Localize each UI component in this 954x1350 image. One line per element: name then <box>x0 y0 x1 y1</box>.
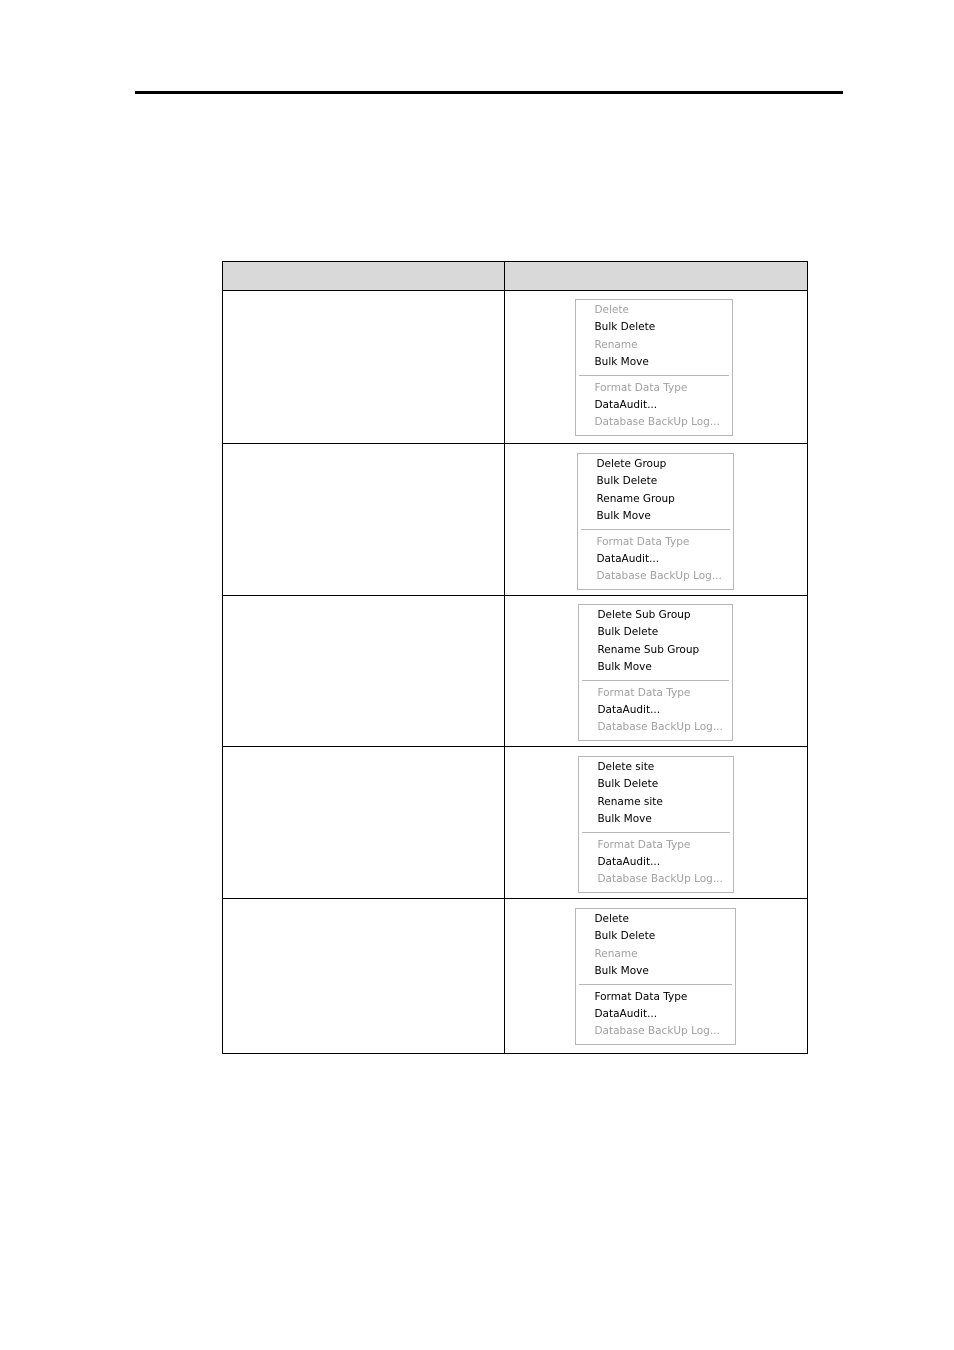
menu-item-bulk-delete[interactable]: Bulk Delete <box>594 321 656 334</box>
menu-item-dataaudit[interactable]: DataAudit... <box>594 1008 658 1021</box>
menu-separator <box>582 680 729 681</box>
menu-item-dataaudit[interactable]: DataAudit... <box>597 856 661 869</box>
row-description <box>223 444 505 596</box>
menu-separator <box>579 375 729 376</box>
menu-item-bulk-delete[interactable]: Bulk Delete <box>594 930 656 943</box>
header-menu <box>505 262 808 291</box>
table-row <box>223 291 808 444</box>
menu-item-delete-sub-group[interactable]: Delete Sub Group <box>597 609 691 621</box>
menu-cell <box>505 291 808 444</box>
row-description <box>223 596 505 747</box>
row-description <box>223 747 505 899</box>
menu-item-bulk-move[interactable]: Bulk Move <box>597 813 652 826</box>
table-header-row <box>223 262 808 291</box>
menu-item-delete-group[interactable]: Delete Group <box>596 458 667 470</box>
menu-item-delete: Delete <box>594 304 629 316</box>
menu-item-bulk-move[interactable]: Bulk Move <box>594 356 649 369</box>
menu-item-bulk-delete[interactable]: Bulk Delete <box>596 475 658 488</box>
menu-item-format-data-type: Format Data Type <box>596 535 690 548</box>
top-rule <box>135 91 843 94</box>
menu-item-format-data-type: Format Data Type <box>597 686 691 699</box>
menu-cell <box>505 747 808 899</box>
menu-item-delete-site[interactable]: Delete site <box>597 761 655 773</box>
context-menu <box>575 908 736 1045</box>
menu-item-bulk-move[interactable]: Bulk Move <box>597 661 652 674</box>
context-menu <box>578 756 734 893</box>
menu-cell <box>505 899 808 1054</box>
menu-item-dataaudit[interactable]: DataAudit... <box>596 553 660 566</box>
menu-item-format-data-type: Format Data Type <box>597 838 691 851</box>
menu-item-rename: Rename <box>594 338 638 351</box>
menu-item-database-backup-log: Database BackUp Log... <box>597 721 723 734</box>
menu-item-database-backup-log: Database BackUp Log... <box>596 570 722 583</box>
menu-cell <box>505 444 808 596</box>
menu-item-dataaudit[interactable]: DataAudit... <box>594 399 658 412</box>
row-description <box>223 899 505 1054</box>
table-row <box>223 899 808 1054</box>
menu-item-format-data-type[interactable]: Format Data Type <box>594 990 688 1003</box>
menu-item-bulk-move[interactable]: Bulk Move <box>594 965 649 978</box>
context-menu <box>578 604 733 741</box>
menu-item-database-backup-log: Database BackUp Log... <box>597 873 723 886</box>
menu-item-rename: Rename <box>594 947 638 960</box>
header-description <box>223 262 505 291</box>
menu-item-rename-site[interactable]: Rename site <box>597 795 663 808</box>
menu-item-format-data-type: Format Data Type <box>594 381 688 394</box>
menu-item-bulk-delete[interactable]: Bulk Delete <box>597 778 659 791</box>
context-menu <box>577 453 734 590</box>
menu-cell <box>505 596 808 747</box>
menu-item-rename-group[interactable]: Rename Group <box>596 492 675 505</box>
menu-item-rename-sub-group[interactable]: Rename Sub Group <box>597 643 700 656</box>
menu-item-bulk-delete[interactable]: Bulk Delete <box>597 626 659 639</box>
context-menu-table <box>222 261 808 1054</box>
table-row <box>223 444 808 596</box>
menu-item-delete[interactable]: Delete <box>594 913 629 925</box>
menu-separator <box>579 984 732 985</box>
table-row <box>223 747 808 899</box>
menu-separator <box>582 832 730 833</box>
menu-separator <box>581 529 730 530</box>
context-menu <box>575 299 733 436</box>
row-description <box>223 291 505 444</box>
menu-item-database-backup-log: Database BackUp Log... <box>594 416 720 429</box>
table-row <box>223 596 808 747</box>
menu-item-database-backup-log: Database BackUp Log... <box>594 1025 720 1038</box>
menu-item-dataaudit[interactable]: DataAudit... <box>597 704 661 717</box>
menu-item-bulk-move[interactable]: Bulk Move <box>596 510 651 523</box>
